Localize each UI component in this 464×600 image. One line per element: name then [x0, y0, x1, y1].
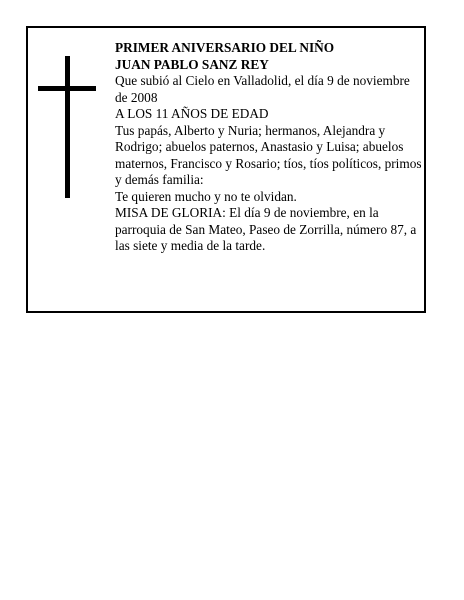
mass-details: MISA DE GLORIA: El día 9 de noviembre, en la parroquia de San Mateo, Paseo de Zorrilla, número 87, a las siete y media de la tarde.: [115, 205, 417, 253]
notice-text: [115, 40, 423, 255]
age-line: A LOS 11 AÑOS DE EDAD: [115, 106, 269, 121]
cross-icon: [38, 56, 96, 198]
deceased-name: JUAN PABLO SANZ REY: [115, 56, 269, 72]
cross-vertical-bar: [65, 56, 70, 198]
notice-title-line1: PRIMER ANIVERSARIO DEL NIÑO: [115, 40, 335, 55]
family-list: Tus papás, Alberto y Nuria; hermanos, Alejandra y Rodrigo; abuelos paternos, Anastasio y Luisa; abuelos maternos, Francisco y Rosario; tíos, tíos políticos, primos y demás familia:: [115, 122, 422, 187]
obituary-notice: [26, 26, 426, 313]
family-message: Te quieren mucho y no te olvidan.: [115, 188, 297, 204]
cross-horizontal-bar: [38, 86, 96, 91]
passing-details: Que subió al Cielo en Valladolid, el día 9 de noviembre de 2008: [115, 73, 410, 105]
